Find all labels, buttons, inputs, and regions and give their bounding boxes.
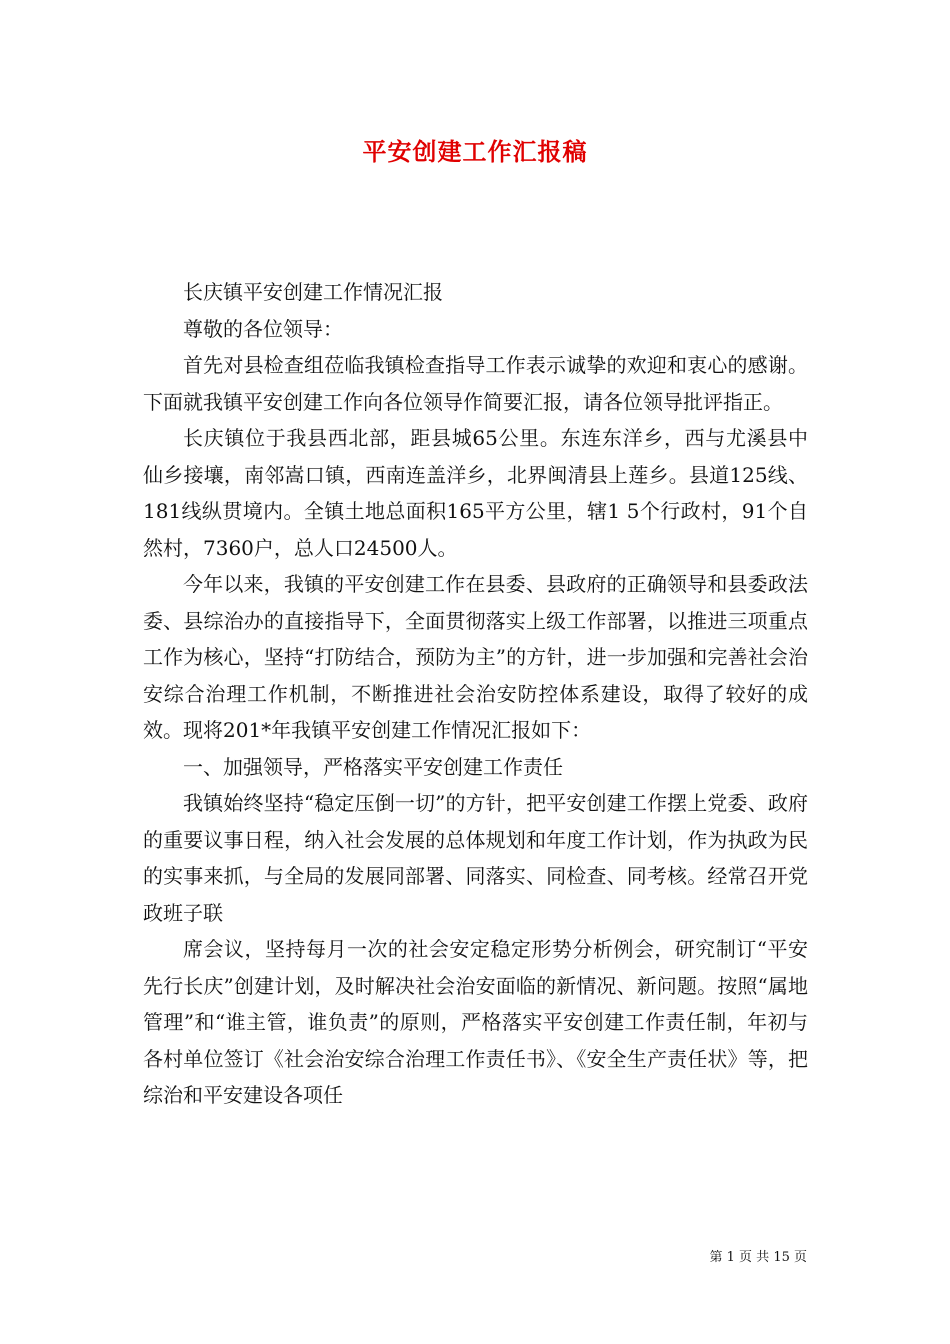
report-heading: 长庆镇平安创建工作情况汇报 xyxy=(183,280,443,304)
paragraph-responsibility: 席会议，坚持每月一次的社会安定稳定形势分析例会，研究制订“平安先行长庆”创建计划，及时解决社会治安面临的新情况、新问题。按照“属地管理”和“谁主管，谁负责”的原则，严格落实平安创建工作责任制，年初与各村单位签订《社会治安综合治理工作责任书》、《安全生产责任状》等，把综治和平安建设各项任 xyxy=(143,937,808,1107)
paragraph-town-profile: 长庆镇位于我县西北部，距县城65公里。东连东洋乡，西与尤溪县中仙乡接壤，南邻嵩口镇，西南连盖洋乡，北界闽清县上莲乡。县道125线、181线纵贯境内。全镇土地总面积165平方公里，辖1 5个行政村，91个自然村，7360户，总人口24500人。 xyxy=(143,426,808,560)
paragraph-overview: 今年以来，我镇的平安创建工作在县委、县政府的正确领导和县委政法委、县综治办的直接指导下，全面贯彻落实上级工作部署，以推进三项重点工作为核心，坚持“打防结合，预防为主”的方针，进一步加强和完善社会治安综合治理工作机制，不断推进社会治安防控体系建设，取得了较好的成效。现将201*年我镇平安创建工作情况汇报如下： xyxy=(143,572,808,742)
page-number: 第 1 页 共 15 页 xyxy=(709,1250,807,1265)
paragraph-leadership: 我镇始终坚持“稳定压倒一切”的方针，把平安创建工作摆上党委、政府的重要议事日程，纳入社会发展的总体规划和年度工作计划，作为执政为民的实事来抓，与全局的发展同部署、同落实、同检查、同考核。经常召开党政班子联 xyxy=(143,791,808,925)
paragraph-welcome: 首先对县检查组莅临我镇检查指导工作表示诚挚的欢迎和衷心的感谢。下面就我镇平安创建工作向各位领导作简要汇报，请各位领导批评指正。 xyxy=(143,353,808,414)
section-heading-1: 一、加强领导，严格落实平安创建工作责任 xyxy=(183,754,563,779)
document-title: 平安创建工作汇报稿 xyxy=(362,137,588,166)
document-body xyxy=(143,274,808,1114)
salutation: 尊敬的各位领导： xyxy=(183,316,343,341)
